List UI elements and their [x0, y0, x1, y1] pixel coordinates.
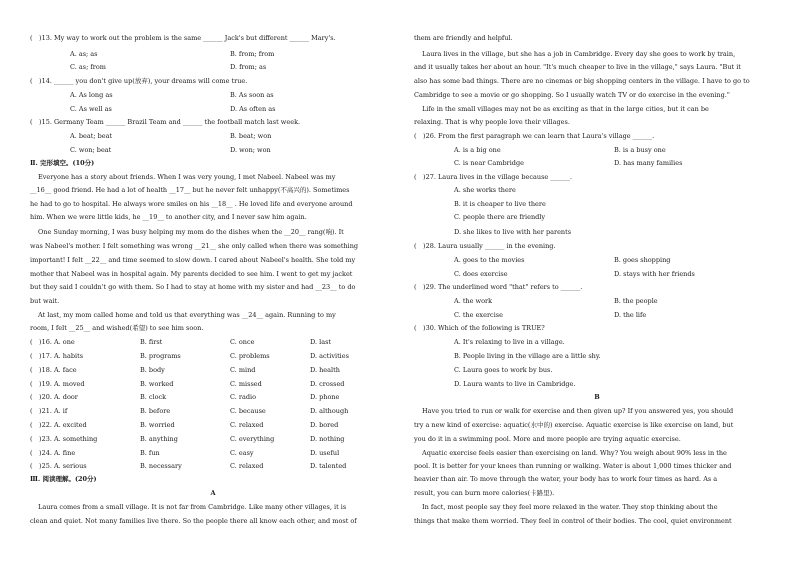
cloze-line: One Sunday morning, I was busy helping my mom do the dishes when the __20__ rang(响). It — [38, 228, 344, 236]
cloze-line: At last, my mom called home and told us that everything was __24__ again. Running to my — [38, 311, 336, 319]
q13-stem: ( )13. My way to work out the problem is the same ______ Jack's but different ______ Mary's. — [30, 34, 336, 42]
q15-stem: ( )15. Germany Team ______ Brazil Team and ______ the football match last week. — [30, 118, 301, 126]
q24-option-a[interactable]: ( )24. A. fine — [30, 449, 76, 457]
cloze-line: room, I felt __25__ and wished(希望) to see him soon. — [30, 324, 204, 332]
q21-option-b[interactable]: B. before — [140, 407, 171, 415]
section-reading-heading: Ⅲ. 阅读理解。(20分) — [30, 475, 97, 483]
q21-option-a[interactable]: ( )21. A. if — [30, 407, 68, 415]
q24-option-b[interactable]: B. fun — [140, 449, 160, 457]
q15-option-a[interactable]: A. beat; beat — [70, 132, 113, 140]
cloze-line: important! I felt __22__ and time seemed to slow down. I cared about Nabeel's health. She told my — [30, 256, 356, 264]
cloze-line: mother that Nabeel was in hospital again. My parents decided to see him. I went to get my jacket — [30, 270, 353, 278]
cloze-line: Everyone has a story about friends. When I was very young, I met Nabeel. Nabeel was my — [38, 173, 336, 181]
q22-option-a[interactable]: ( )22. A. excited — [30, 421, 87, 429]
q26-option-c[interactable]: C. is near Cambridge — [454, 159, 524, 167]
passage-a-line: and it usually takes her about an hour. "It's much cheaper to live in the village," says Laura. "But it — [414, 63, 741, 71]
cloze-line: but wait. — [30, 297, 60, 305]
q19-option-b[interactable]: B. worked — [140, 380, 174, 388]
right-column — [414, 0, 780, 561]
q23-option-c[interactable]: C. everything — [230, 435, 275, 443]
q26-stem: ( )26. From the first paragraph we can learn that Laura's village ______. — [414, 132, 655, 140]
q15-option-d[interactable]: D. won; won — [230, 146, 271, 154]
q18-option-a[interactable]: ( )18. A. face — [30, 366, 77, 374]
passage-a-line: also has some bad things. There are no cinemas or big shopping centers in the village. I have to go to — [414, 77, 750, 85]
q27-option-c[interactable]: C. people there are friendly — [454, 213, 546, 221]
passage-b-line: try a new kind of exercise: aquatic(水中的) exercise. Aquatic exercise is like exercise on land, but — [414, 421, 734, 429]
q24-option-d[interactable]: D. useful — [310, 449, 340, 457]
q14-option-b[interactable]: B. As soon as — [230, 91, 274, 99]
q14-option-c[interactable]: C. As well as — [70, 105, 112, 113]
passage-b-line: In fact, most people say they feel more relaxed in the water. They stop thinking about the — [422, 503, 718, 511]
passage-b-line: heavier than air. To move through the water, your body has to work four times as hard. As a — [414, 475, 718, 483]
q30-option-c[interactable]: C. Laura goes to work by bus. — [454, 366, 553, 374]
q19-option-a[interactable]: ( )19. A. moved — [30, 380, 85, 388]
passage-a-heading: A — [210, 489, 216, 497]
q26-option-d[interactable]: D. has many families — [614, 159, 683, 167]
q27-option-d[interactable]: D. she likes to live with her parents — [454, 228, 572, 236]
q15-option-b[interactable]: B. beat; won — [230, 132, 272, 140]
q15-option-c[interactable]: C. won; beat — [70, 146, 112, 154]
q25-option-d[interactable]: D. talented — [310, 462, 347, 470]
q27-stem: ( )27. Laura lives in the village because ______. — [414, 173, 572, 181]
q28-option-d[interactable]: D. stays with her friends — [614, 270, 695, 278]
q30-option-b[interactable]: B. People living in the village are a little shy. — [454, 352, 601, 360]
cloze-line: he had to go to hospital. He always wore smiles on his __18__ . He loved life and everyone around — [30, 200, 353, 208]
q14-option-d[interactable]: D. As often as — [230, 105, 276, 113]
passage-a-line: Laura comes from a small village. It is not far from Cambridge. Like many other villages, it is — [38, 503, 347, 511]
left-column — [30, 0, 396, 561]
q22-option-b[interactable]: B. worried — [140, 421, 175, 429]
q29-option-c[interactable]: C. the exercise — [454, 311, 503, 319]
passage-a-line: Life in the small villages may not be as exciting as that in the large cities, but it can be — [422, 105, 709, 113]
q18-option-d[interactable]: D. health — [310, 366, 340, 374]
q20-option-c[interactable]: C. radio — [230, 393, 257, 401]
q20-option-a[interactable]: ( )20. A. door — [30, 393, 78, 401]
q29-option-b[interactable]: B. the people — [614, 297, 658, 305]
q19-option-c[interactable]: C. missed — [230, 380, 262, 388]
q25-option-a[interactable]: ( )25. A. serious — [30, 462, 87, 470]
q13-option-b[interactable]: B. from; from — [230, 50, 275, 58]
q19-option-d[interactable]: D. crossed — [310, 380, 345, 388]
q16-option-d[interactable]: D. last — [310, 338, 332, 346]
passage-a-line: Laura lives in the village, but she has a job in Cambridge. Every day she goes to work by train, — [422, 50, 736, 58]
q13-option-a[interactable]: A. as; as — [70, 50, 98, 58]
q29-stem: ( )29. The underlined word "that" refers to ______. — [414, 283, 583, 291]
passage-b-line: you do it in a swimming pool. More and more people are trying aquatic exercise. — [414, 435, 681, 443]
q13-option-c[interactable]: C. as; from — [70, 63, 106, 71]
q29-option-d[interactable]: D. the life — [614, 311, 647, 319]
q25-option-c[interactable]: C. relaxed — [230, 462, 264, 470]
q28-stem: ( )28. Laura usually ______ in the evening. — [414, 242, 556, 250]
q30-option-a[interactable]: A. It's relaxing to live in a village. — [454, 338, 565, 346]
q25-option-b[interactable]: B. necessary — [140, 462, 182, 470]
q16-option-a[interactable]: ( )16. A. one — [30, 338, 75, 346]
q23-option-b[interactable]: B. anything — [140, 435, 178, 443]
q22-option-c[interactable]: C. relaxed — [230, 421, 264, 429]
passage-a-line: clean and quiet. Not many families live there. So the people there all know each other, and most of — [30, 517, 357, 525]
q20-option-b[interactable]: B. clock — [140, 393, 167, 401]
q27-option-b[interactable]: B. it is cheaper to live there — [454, 200, 546, 208]
q20-option-d[interactable]: D. phone — [310, 393, 340, 401]
q26-option-a[interactable]: A. is a big one — [454, 146, 501, 154]
passage-b-line: Have you tried to run or walk for exercise and then given up? If you answered yes, you should — [422, 407, 734, 415]
q26-option-b[interactable]: B. is a busy one — [614, 146, 666, 154]
q30-option-d[interactable]: D. Laura wants to live in Cambridge. — [454, 380, 576, 388]
q27-option-a[interactable]: A. she works there — [454, 186, 516, 194]
q18-option-b[interactable]: B. body — [140, 366, 165, 374]
passage-b-line: result, you can burn more calories(卡路里). — [414, 489, 555, 497]
cloze-line: __16__ good friend. He had a lot of health __17__ but he never felt unhappy(不高兴的). Sometimes — [30, 186, 350, 194]
passage-b-line: Aquatic exercise feels easier than exercising on land. Why? You weigh about 90% less in the — [422, 449, 727, 457]
q28-option-a[interactable]: A. goes to the movies — [454, 256, 525, 264]
q29-option-a[interactable]: A. the work — [454, 297, 493, 305]
q22-option-d[interactable]: D. bored — [310, 421, 339, 429]
q17-option-d[interactable]: D. activities — [310, 352, 349, 360]
passage-a-line: relaxing. That is why people love their villages. — [414, 118, 570, 126]
q14-option-a[interactable]: A. As long as — [70, 91, 113, 99]
q17-option-a[interactable]: ( )17. A. habits — [30, 352, 84, 360]
q23-option-a[interactable]: ( )23. A. something — [30, 435, 98, 443]
section-cloze-heading: Ⅱ. 完形填空。(10分) — [30, 159, 95, 167]
q23-option-d[interactable]: D. nothing — [310, 435, 345, 443]
q18-option-c[interactable]: C. mind — [230, 366, 256, 374]
q28-option-c[interactable]: C. does exercise — [454, 270, 508, 278]
q17-option-c[interactable]: C. problems — [230, 352, 270, 360]
q14-stem: ( )14. ______ you don't give up(放弃), your dreams will come true. — [30, 77, 248, 85]
q24-option-c[interactable]: C. easy — [230, 449, 254, 457]
passage-b-line: pool. It is better for your knees than running or walking. Water is about 1,000 times thicker and — [414, 462, 732, 470]
cloze-line: him. When we were little kids, he __19__ to another city, and I never saw him again. — [30, 213, 307, 221]
cloze-line: but they said I couldn't go with them. So I had to stay at home with my sister and had __23__ to do — [30, 283, 356, 291]
q16-option-b[interactable]: B. first — [140, 338, 163, 346]
passage-a-line: Cambridge to see a movie or go shopping. So I usually watch TV or do exercise in the evening." — [414, 91, 730, 99]
q17-option-b[interactable]: B. programs — [140, 352, 181, 360]
q16-option-c[interactable]: C. once — [230, 338, 255, 346]
passage-b-line: things that make them worried. They feel in control of their bodies. The cool, quiet environment — [414, 517, 732, 525]
cloze-line: was Nabeel's mother. I felt something was wrong __21__ she only called when there was something — [30, 242, 359, 250]
q21-option-c[interactable]: C. because — [230, 407, 266, 415]
q21-option-d[interactable]: D. although — [310, 407, 349, 415]
passage-a-line: them are friendly and helpful. — [414, 34, 513, 42]
q28-option-b[interactable]: B. goes shopping — [614, 256, 671, 264]
passage-b-heading: B — [594, 393, 600, 401]
q30-stem: ( )30. Which of the following is TRUE? — [414, 324, 545, 332]
q13-option-d[interactable]: D. from; as — [230, 63, 267, 71]
